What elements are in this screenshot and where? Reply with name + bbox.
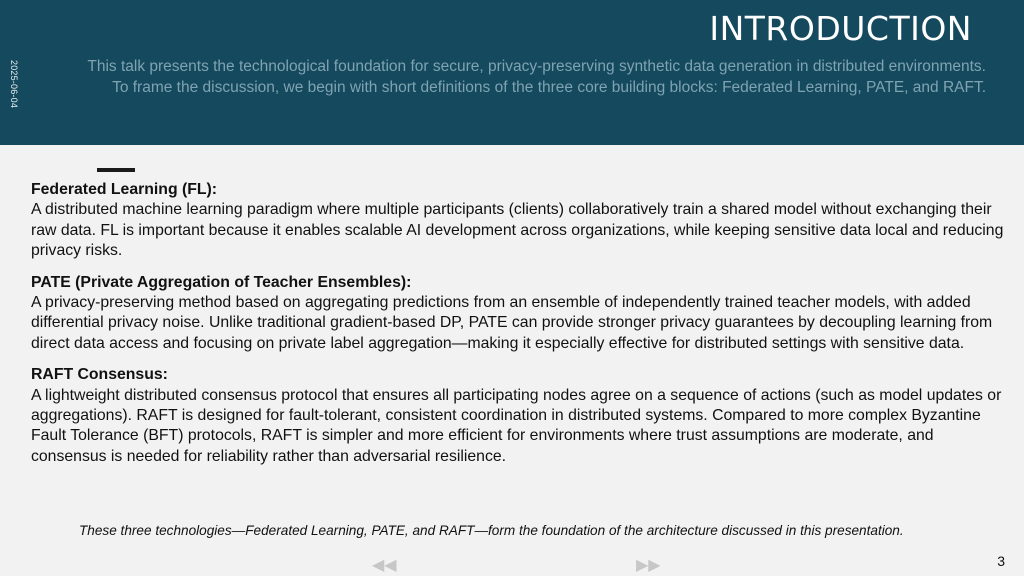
slide-date: 2025-06-04 <box>9 60 19 109</box>
slide-subtitle: This talk presents the technological foundation for secure, privacy-preserving synthetic data generation in distributed environments. To frame the discussion, we begin with short definitions of the three core building blocks: Federated Learning, PATE, and RAFT. <box>87 58 986 96</box>
definition-federated-learning <box>31 180 1006 262</box>
slide-header <box>0 0 1024 145</box>
closing-note: These three technologies—Federated Learning, PATE, and RAFT—form the foundation of the architecture discussed in this presentation. <box>79 523 904 538</box>
definition-pate <box>31 273 1006 355</box>
definition-title: PATE (Private Aggregation of Teacher Ensembles): <box>31 273 412 291</box>
accent-bar <box>97 168 135 172</box>
page-number: 3 <box>997 553 1005 569</box>
slide-title: INTRODUCTION <box>709 9 972 48</box>
definitions-list <box>31 180 1006 478</box>
definition-body: A privacy-preserving method based on aggregating predictions from an ensemble of independently trained teacher models, with added differential privacy noise. Unlike traditional gradient-based DP, PATE can provide stronger privacy guarantees by decoupling learning from direct data access and focusing on private label aggregation—making it especially effective for distributed settings with sensitive data. <box>31 294 993 352</box>
definition-raft <box>31 365 1006 467</box>
previous-slide-icon[interactable]: ◀◀ <box>372 555 397 574</box>
definition-body: A lightweight distributed consensus protocol that ensures all participating nodes agree on a sequence of actions (such as model updates or aggregations). RAFT is designed for fault-tolerant, consistent coordination in distributed systems. Compared to more complex Byzantine Fault Tolerance (BFT) protocols, RAFT is simpler and more efficient for environments where trust assumptions are moderate, and consensus is needed for reliability rather than adversarial resilience. <box>31 386 1002 465</box>
next-slide-icon[interactable]: ▶▶ <box>636 555 661 574</box>
definition-title: Federated Learning (FL): <box>31 181 218 198</box>
definition-body: A distributed machine learning paradigm where multiple participants (clients) collaboratively train a shared model without exchanging their raw data. FL is important because it enables scalable AI development across organizations, while keeping sensitive data local and reducing privacy risks. <box>31 201 1004 260</box>
definition-title: RAFT Consensus: <box>31 366 168 384</box>
